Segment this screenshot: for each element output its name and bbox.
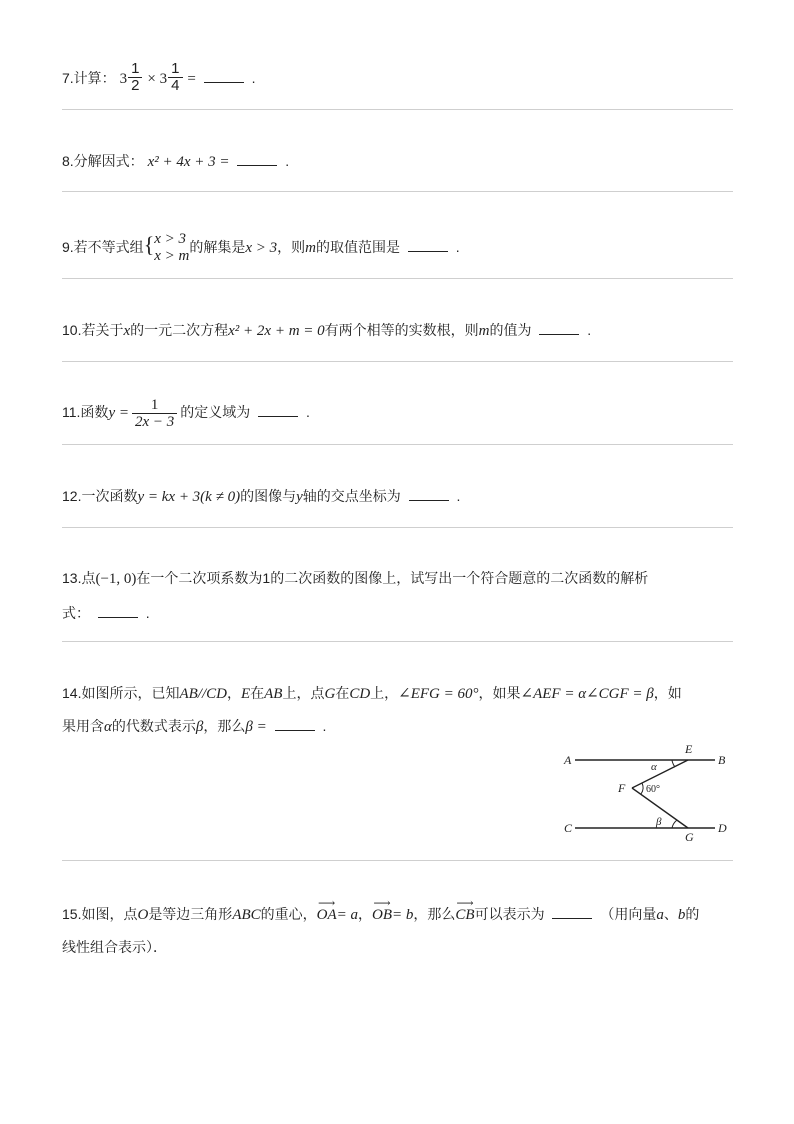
q14-period: . bbox=[322, 718, 327, 734]
q14-line2-mid: 的代数式表示 bbox=[111, 718, 196, 734]
question-7 bbox=[62, 60, 256, 96]
q14-parallel: AB//CD bbox=[179, 686, 227, 702]
q14-beta: β bbox=[195, 719, 204, 735]
q14-CD: CD bbox=[349, 686, 371, 702]
q15-tail: 可以表示为 bbox=[474, 906, 545, 922]
divider bbox=[62, 527, 733, 528]
question-11 bbox=[62, 392, 310, 432]
q14-text: 上， bbox=[370, 685, 399, 701]
q7-base2: 3 bbox=[159, 71, 168, 87]
question-12 bbox=[62, 486, 460, 507]
q7-exponent1: $\frac{1}{2}$ bbox=[128, 61, 142, 94]
q12-answer-blank[interactable] bbox=[409, 486, 449, 501]
q15-mid2: 的重心， bbox=[260, 906, 317, 922]
q9-brace: { bbox=[143, 232, 155, 257]
divider bbox=[62, 361, 733, 362]
question-14-line2 bbox=[62, 716, 326, 737]
q8-prefix: 8.分解因式： bbox=[62, 153, 144, 169]
q15-end: 的 bbox=[685, 906, 700, 922]
q15-paren: （用向量 bbox=[600, 906, 657, 922]
q9-answer-blank[interactable] bbox=[408, 237, 448, 252]
q11-fraction: $\frac{1}{2x - 3}$ bbox=[132, 397, 177, 430]
label-B: B bbox=[718, 753, 726, 767]
q14-figure bbox=[560, 740, 735, 845]
q15-sep: 、 bbox=[663, 906, 678, 922]
q7-equals: = bbox=[187, 71, 196, 87]
q14-line2-prefix: 果用含 bbox=[62, 718, 104, 734]
q13-line2-prefix: 式： bbox=[62, 605, 90, 621]
q9-condition: x > 3 bbox=[245, 240, 278, 256]
q15-vector-OA: ⟶ OA bbox=[317, 905, 337, 925]
question-14-line1 bbox=[62, 683, 682, 704]
q14-AB: AB bbox=[264, 686, 283, 702]
q7-times: × bbox=[147, 71, 156, 87]
q10-period: . bbox=[587, 322, 592, 338]
label-alpha: α bbox=[651, 761, 657, 773]
q11-tail: 的定义域为 bbox=[180, 404, 251, 420]
q15-eq-b: = b bbox=[392, 907, 414, 923]
q9-tail2: 的取值范围是 bbox=[316, 239, 400, 255]
segment-EF bbox=[632, 760, 688, 788]
q15-eq-a: = a bbox=[336, 907, 359, 923]
q15-vec-a: a bbox=[656, 907, 664, 923]
angle-60-arc bbox=[641, 783, 643, 794]
q7-base1: 3 bbox=[119, 71, 128, 87]
q14-answer-blank[interactable] bbox=[275, 716, 315, 731]
q15-then: ，那么 bbox=[413, 906, 456, 922]
divider bbox=[62, 641, 733, 642]
divider bbox=[62, 860, 733, 861]
q9-tail: ，则 bbox=[277, 239, 306, 255]
q14-relation: ∠AEF = α∠CGF = β bbox=[520, 686, 654, 702]
q14-text: ，如 bbox=[653, 685, 682, 701]
q9-system: x > 3 x > m bbox=[154, 231, 190, 265]
label-A: A bbox=[564, 753, 572, 767]
q15-comma: ， bbox=[358, 906, 373, 922]
q10-equation: x² + 2x + m = 0 bbox=[228, 323, 325, 339]
label-beta: β bbox=[656, 816, 662, 828]
divider bbox=[62, 191, 733, 192]
q14-G: G bbox=[324, 686, 336, 702]
q14-text: 在 bbox=[250, 685, 265, 701]
q14-line2-tail: ，那么 bbox=[203, 718, 246, 734]
q13-period: . bbox=[145, 605, 150, 621]
question-9 bbox=[62, 225, 460, 265]
q12-prefix: 12.一次函数 bbox=[62, 488, 138, 504]
q15-vector-OB: ⟶ OB bbox=[372, 905, 392, 925]
q14-comma: ， bbox=[226, 685, 241, 701]
q15-mid: 是等边三角形 bbox=[148, 906, 233, 922]
q9-var: m bbox=[305, 240, 316, 256]
question-8 bbox=[62, 151, 289, 172]
q15-ABC: ABC bbox=[232, 907, 261, 923]
q15-line2: 线性组合表示）． bbox=[62, 939, 167, 955]
question-10 bbox=[62, 320, 591, 341]
q15-prefix: 15.如图，点 bbox=[62, 906, 138, 922]
label-D: D bbox=[718, 821, 727, 835]
q11-lhs: y = bbox=[108, 405, 129, 421]
q10-answer-blank[interactable] bbox=[539, 320, 579, 335]
q11-answer-blank[interactable] bbox=[258, 402, 298, 417]
q13-point: (−1, 0) bbox=[95, 571, 137, 587]
q15-O: O bbox=[137, 907, 149, 923]
q11-period: . bbox=[306, 404, 310, 420]
q12-tail: 轴的交点坐标为 bbox=[302, 488, 401, 504]
q11-prefix: 11.函数 bbox=[62, 404, 109, 420]
q8-period: . bbox=[285, 153, 290, 169]
q8-expression: x² + 4x + 3 = bbox=[147, 154, 230, 170]
q9-prefix: 9.若不等式组 bbox=[62, 239, 144, 255]
q10-mid2: 有两个相等的实数根，则 bbox=[324, 322, 479, 338]
q14-prefix: 14.如图所示，已知 bbox=[62, 685, 180, 701]
question-13-line2 bbox=[62, 603, 150, 623]
question-15-line1 bbox=[62, 904, 699, 925]
q10-var2: m bbox=[478, 323, 490, 339]
q12-expression: y = kx + 3(k ≠ 0) bbox=[137, 489, 241, 505]
q12-period: . bbox=[456, 488, 461, 504]
q7-prefix: 7.计算： bbox=[62, 70, 116, 86]
q14-E: E bbox=[240, 686, 251, 702]
q8-answer-blank[interactable] bbox=[237, 151, 277, 166]
q13-prefix: 13.点 bbox=[62, 570, 96, 586]
q9-period: . bbox=[455, 239, 460, 255]
q9-mid: 的解集是 bbox=[189, 239, 246, 255]
q7-exponent2: $\frac{1}{4}$ bbox=[168, 61, 182, 94]
q15-vec-b: b bbox=[677, 907, 686, 923]
q10-var: x bbox=[123, 323, 131, 339]
angle-beta-arc bbox=[672, 820, 677, 828]
q13-text: 在一个二次项系数为1的二次函数的图像上，试写出一个符合题意的二次函数的解析 bbox=[136, 570, 649, 586]
q10-mid: 的一元二次方程 bbox=[130, 322, 229, 338]
divider bbox=[62, 109, 733, 110]
angle-alpha-arc bbox=[672, 760, 675, 767]
divider bbox=[62, 444, 733, 445]
q15-answer-blank[interactable] bbox=[552, 904, 592, 919]
q14-text: 在 bbox=[335, 685, 350, 701]
label-G: G bbox=[685, 830, 694, 844]
question-15-line2 bbox=[62, 937, 167, 957]
label-F: F bbox=[618, 781, 626, 795]
label-E: E bbox=[685, 742, 693, 756]
question-13-line1 bbox=[62, 568, 648, 589]
q7-answer-blank[interactable] bbox=[204, 68, 244, 83]
q12-var: y bbox=[296, 489, 303, 505]
q14-beta-eq: β = bbox=[245, 719, 267, 735]
q14-text: ，如果 bbox=[478, 685, 521, 701]
q14-angle: ∠EFG = 60° bbox=[398, 686, 479, 702]
q10-prefix: 10.若关于 bbox=[62, 322, 124, 338]
q7-period: . bbox=[251, 70, 256, 86]
q10-tail: 的值为 bbox=[489, 322, 532, 338]
q15-vector-CB: ⟶ CB bbox=[455, 905, 474, 925]
label-C: C bbox=[564, 821, 573, 835]
q14-alpha: α bbox=[104, 719, 112, 735]
q14-text: 上，点 bbox=[282, 685, 325, 701]
q12-mid: 的图像与 bbox=[240, 488, 297, 504]
divider bbox=[62, 278, 733, 279]
q13-answer-blank[interactable] bbox=[98, 603, 138, 618]
label-60: 60° bbox=[646, 784, 660, 795]
